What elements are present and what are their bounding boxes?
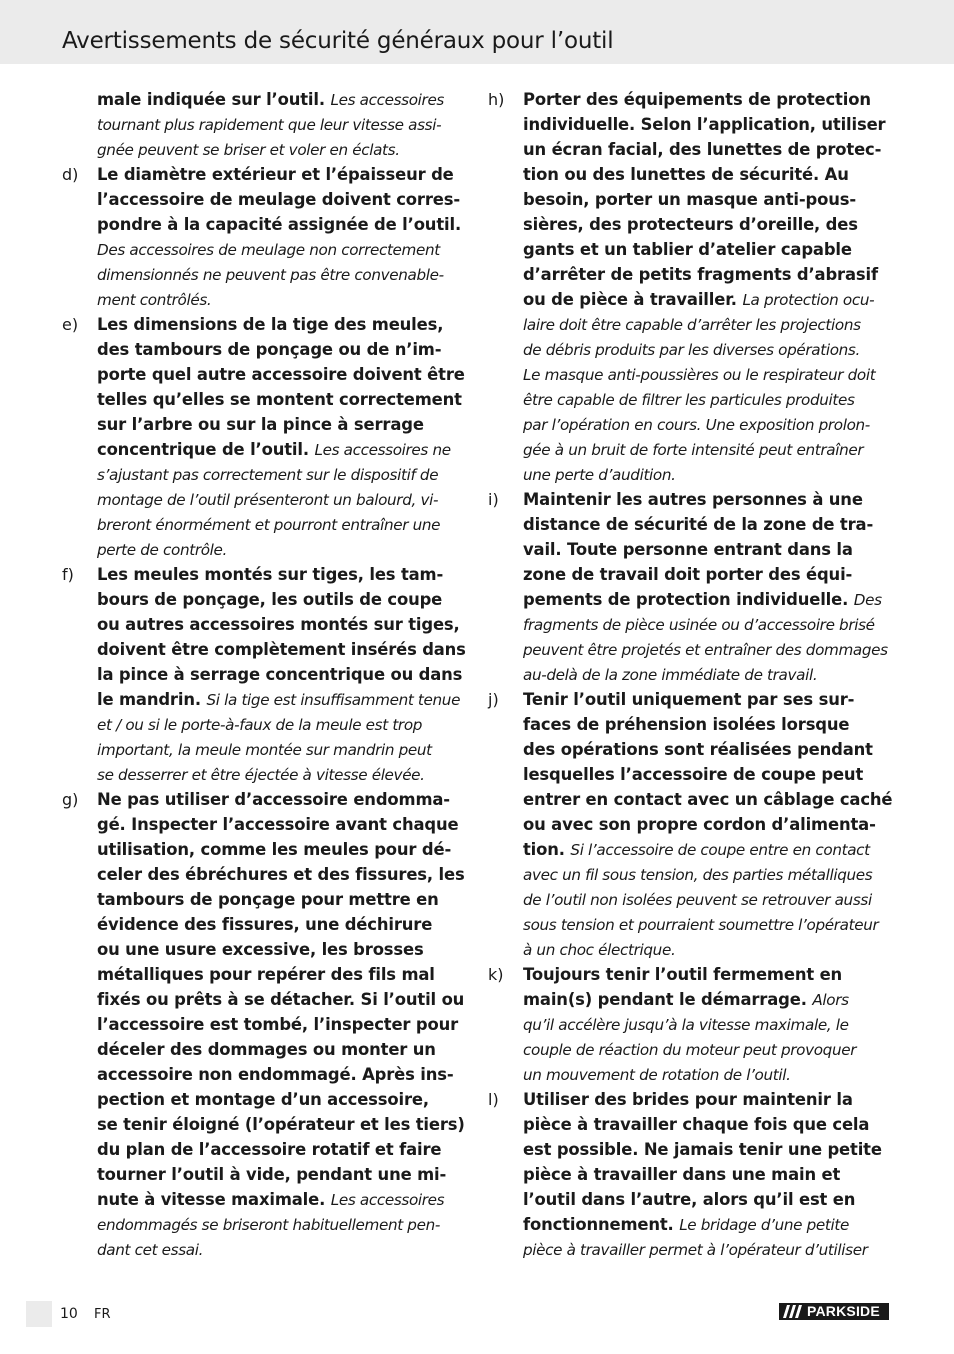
italic-explanation-text: Si la tige est insuffisamment tenue	[206, 691, 461, 709]
italic-explanation-text: important, la meule montée sur mandrin peut	[97, 741, 432, 759]
bold-instruction-text: Les meules montés sur tiges, les tam-	[97, 565, 444, 584]
list-marker: d)	[62, 165, 79, 184]
text-line	[97, 187, 466, 212]
text-line	[97, 387, 466, 412]
text-line	[523, 387, 894, 412]
bold-instruction-text: tourner l’outil à vide, pendant une mi-	[97, 1165, 447, 1184]
italic-explanation-text: La protection ocu-	[742, 291, 875, 309]
text-line	[97, 787, 466, 812]
text-line	[523, 937, 894, 962]
bold-instruction-text: vail. Toute personne entrant dans la	[523, 540, 853, 559]
list-item	[62, 162, 466, 312]
italic-explanation-text: breront énormément et pourront entraîner une	[97, 516, 441, 534]
text-line	[523, 1237, 894, 1262]
bold-instruction-text: ou une usure excessive, les brosses	[97, 940, 424, 959]
text-line	[97, 662, 466, 687]
list-marker: h)	[488, 90, 505, 109]
bold-instruction-text: Tenir l’outil uniquement par ses sur-	[523, 690, 855, 709]
list-item	[488, 1087, 894, 1262]
text-line	[97, 237, 466, 262]
bold-instruction-text: Maintenir les autres personnes à une	[523, 490, 863, 509]
bold-instruction-text: bours de ponçage, les outils de coupe	[97, 590, 443, 609]
bold-instruction-text: doivent être complètement insérés dans	[97, 640, 466, 659]
text-line	[523, 262, 894, 287]
text-line	[97, 137, 466, 162]
bold-instruction-text: concentrique de l’outil.	[97, 440, 315, 459]
bold-instruction-text: pièce à travailler chaque fois que cela	[523, 1115, 870, 1134]
text-line	[523, 187, 894, 212]
text-line	[97, 162, 466, 187]
text-line	[523, 1212, 894, 1237]
logo-text: PARKSIDE	[807, 1303, 880, 1319]
page-title: Avertissements de sécurité généraux pour l’outil	[62, 28, 614, 54]
text-line	[523, 287, 894, 312]
text-line	[97, 562, 466, 587]
text-line	[97, 1137, 466, 1162]
right-column	[488, 87, 894, 1262]
text-line	[97, 962, 466, 987]
italic-explanation-text: pièce à travailler permet à l’opérateur d’utiliser	[523, 1241, 868, 1259]
italic-explanation-text: avec un fil sous tension, des parties métalliques	[523, 866, 873, 884]
italic-explanation-text: Alors	[812, 991, 849, 1009]
bold-instruction-text: telles qu’elles se montent correctement	[97, 390, 462, 409]
text-line	[97, 837, 466, 862]
text-line	[97, 712, 466, 737]
text-line	[97, 737, 466, 762]
text-line	[523, 862, 894, 887]
italic-explanation-text: fragments de pièce usinée ou d’accessoire brisé	[523, 616, 875, 634]
italic-explanation-text: Le bridage d’une petite	[679, 1216, 849, 1234]
text-line	[97, 1212, 466, 1237]
text-line	[97, 87, 466, 112]
bold-instruction-text: Porter des équipements de protection	[523, 90, 871, 109]
italic-explanation-text: qu’il accélère jusqu’à la vitesse maximale, le	[523, 1016, 849, 1034]
bold-instruction-text: le mandrin.	[97, 690, 207, 709]
italic-explanation-text: sous tension et pourraient soumettre l’opérateur	[523, 916, 879, 934]
text-line	[97, 1237, 466, 1262]
bold-instruction-text: pection et montage d’un accessoire,	[97, 1090, 429, 1109]
italic-explanation-text: une perte d’audition.	[523, 466, 676, 484]
list-marker: l)	[488, 1090, 499, 1109]
italic-explanation-text: par l’opération en cours. Une exposition prolon-	[523, 416, 870, 434]
italic-explanation-text: laire doit être capable d’arrêter les projections	[523, 316, 861, 334]
italic-explanation-text: gée à un bruit de forte intensité peut entraîner	[523, 441, 864, 459]
list-marker: k)	[488, 965, 504, 984]
text-line	[523, 587, 894, 612]
text-line	[97, 512, 466, 537]
text-line	[523, 1087, 894, 1112]
italic-explanation-text: Si l’accessoire de coupe entre en contact	[570, 841, 870, 859]
text-line	[97, 587, 466, 612]
bold-instruction-text: lesquelles l’accessoire de coupe peut	[523, 765, 864, 784]
text-line	[523, 462, 894, 487]
italic-explanation-text: Les accessoires	[330, 1191, 445, 1209]
bold-instruction-text: zone de travail doit porter des équi-	[523, 565, 853, 584]
text-line	[523, 637, 894, 662]
italic-explanation-text: et / ou si le porte-à-faux de la meule est trop	[97, 716, 423, 734]
list-marker: e)	[62, 315, 79, 334]
text-line	[523, 712, 894, 737]
text-line	[523, 962, 894, 987]
text-line	[523, 312, 894, 337]
text-line	[97, 1162, 466, 1187]
bold-instruction-text: ou de pièce à travailler.	[523, 290, 743, 309]
italic-explanation-text: Les accessoires ne	[314, 441, 451, 459]
italic-explanation-text: gnée peuvent se briser et voler en éclats.	[97, 141, 400, 159]
text-line	[97, 1187, 466, 1212]
bold-instruction-text: l’accessoire de meulage doivent corres-	[97, 190, 460, 209]
bold-instruction-text: la pince à serrage concentrique ou dans	[97, 665, 463, 684]
bold-instruction-text: individuelle. Selon l’application, utiliser	[523, 115, 886, 134]
bold-instruction-text: des opérations sont réalisées pendant	[523, 740, 873, 759]
italic-explanation-text: de débris produits par les diverses opérations.	[523, 341, 860, 359]
text-line	[523, 337, 894, 362]
italic-explanation-text: s’ajustant pas correctement sur le dispositif de	[97, 466, 439, 484]
text-line	[523, 1037, 894, 1062]
text-line	[97, 212, 466, 237]
text-line	[523, 1137, 894, 1162]
text-line	[523, 412, 894, 437]
bold-instruction-text: fonctionnement.	[523, 1215, 680, 1234]
bold-instruction-text: nute à vitesse maximale.	[97, 1190, 331, 1209]
text-line	[523, 662, 894, 687]
text-line	[523, 212, 894, 237]
italic-explanation-text: à un choc électrique.	[523, 941, 676, 959]
list-item	[488, 487, 894, 687]
bold-instruction-text: pements de protection individuelle.	[523, 590, 854, 609]
text-line	[523, 887, 894, 912]
text-line	[523, 162, 894, 187]
italic-explanation-text: Le masque anti-poussières ou le respirateur doit	[523, 366, 876, 384]
text-line	[97, 337, 466, 362]
text-line	[97, 262, 466, 287]
text-line	[523, 837, 894, 862]
text-line	[523, 512, 894, 537]
bold-instruction-text: Le diamètre extérieur et l’épaisseur de	[97, 165, 454, 184]
italic-explanation-text: se desserrer et être éjectée à vitesse élevée.	[97, 766, 425, 784]
italic-explanation-text: Des accessoires de meulage non correctement	[97, 241, 440, 259]
text-line	[97, 912, 466, 937]
text-line	[523, 87, 894, 112]
bold-instruction-text: l’outil dans l’autre, alors qu’il est en	[523, 1190, 856, 1209]
bold-instruction-text: gants et un tablier d’atelier capable	[523, 240, 852, 259]
text-line	[97, 812, 466, 837]
list-item	[488, 87, 894, 487]
text-line	[97, 687, 466, 712]
text-line	[97, 1037, 466, 1062]
text-line	[97, 612, 466, 637]
bold-instruction-text: faces de préhension isolées lorsque	[523, 715, 850, 734]
bold-instruction-text: un écran facial, des lunettes de protec-	[523, 140, 882, 159]
text-line	[97, 487, 466, 512]
bold-instruction-text: celer des ébréchures et des fissures, les	[97, 865, 465, 884]
text-line	[523, 362, 894, 387]
text-line	[523, 737, 894, 762]
bold-instruction-text: du plan de l’accessoire rotatif et faire	[97, 1140, 442, 1159]
text-line	[523, 437, 894, 462]
text-line	[97, 762, 466, 787]
bold-instruction-text: tion.	[523, 840, 571, 859]
bold-instruction-text: fixés ou prêts à se détacher. Si l’outil ou	[97, 990, 465, 1009]
italic-explanation-text: couple de réaction du moteur peut provoquer	[523, 1041, 857, 1059]
bold-instruction-text: pondre à la capacité assignée de l’outil.	[97, 215, 462, 234]
text-line	[97, 412, 466, 437]
list-item	[488, 962, 894, 1087]
language-code: FR	[94, 1307, 111, 1322]
text-line	[97, 1062, 466, 1087]
bold-instruction-text: entrer en contact avec un câblage caché	[523, 790, 893, 809]
text-line	[97, 862, 466, 887]
bold-instruction-text: besoin, porter un masque anti-pous-	[523, 190, 857, 209]
text-line	[97, 637, 465, 662]
bold-instruction-text: ou autres accessoires montés sur tiges,	[97, 615, 460, 634]
italic-explanation-text: ment contrôlés.	[97, 291, 212, 309]
list-marker: g)	[62, 790, 79, 809]
text-line	[97, 1012, 466, 1037]
text-line	[523, 987, 894, 1012]
text-line	[97, 987, 466, 1012]
text-line	[523, 137, 894, 162]
bold-instruction-text: main(s) pendant le démarrage.	[523, 990, 813, 1009]
text-line	[523, 787, 894, 812]
italic-explanation-text: au-delà de la zone immédiate de travail.	[523, 666, 818, 684]
text-line	[523, 612, 894, 637]
bold-instruction-text: l’accessoire est tombé, l’inspecter pour	[97, 1015, 459, 1034]
bold-instruction-text: tion ou des lunettes de sécurité. Au	[523, 165, 849, 184]
bold-instruction-text: sur l’arbre ou sur la pince à serrage	[97, 415, 424, 434]
bold-instruction-text: Utiliser des brides pour maintenir la	[523, 1090, 853, 1109]
list-marker: i)	[488, 490, 499, 509]
text-line	[523, 237, 894, 262]
text-line	[97, 887, 466, 912]
bold-instruction-text: évidence des fissures, une déchirure	[97, 915, 433, 934]
list-item	[62, 562, 466, 787]
bold-instruction-text: tambours de ponçage pour mettre en	[97, 890, 439, 909]
bold-instruction-text: porte quel autre accessoire doivent être	[97, 365, 465, 384]
text-line	[523, 812, 894, 837]
text-line	[97, 287, 466, 312]
text-line	[97, 462, 466, 487]
italic-explanation-text: Les accessoires	[330, 91, 444, 109]
bold-instruction-text: ou avec son propre cordon d’alimenta-	[523, 815, 876, 834]
bold-instruction-text: des tambours de ponçage ou de n’im-	[97, 340, 442, 359]
bold-instruction-text: utilisation, comme les meules pour dé-	[97, 840, 452, 859]
bold-instruction-text: se tenir éloigné (l’opérateur et les tiers)	[97, 1115, 465, 1134]
italic-explanation-text: peuvent être projetés et entraîner des dommages	[523, 641, 888, 659]
bold-instruction-text: Ne pas utiliser d’accessoire endomma-	[97, 790, 450, 809]
text-line	[523, 487, 894, 512]
page-header	[0, 0, 954, 64]
italic-explanation-text: endommagés se briseront habituellement pen-	[97, 1216, 440, 1234]
bold-instruction-text: Les dimensions de la tige des meules,	[97, 315, 444, 334]
text-line	[97, 112, 466, 137]
list-item	[488, 687, 894, 962]
list-marker: f)	[62, 565, 74, 584]
italic-explanation-text: être capable de filtrer les particules produites	[523, 391, 855, 409]
bold-instruction-text: gé. Inspecter l’accessoire avant chaque	[97, 815, 459, 834]
bold-instruction-text: male indiquée sur l’outil.	[97, 90, 331, 109]
bold-instruction-text: est possible. Ne jamais tenir une petite	[523, 1140, 882, 1159]
italic-explanation-text: dant cet essai.	[97, 1241, 204, 1259]
text-line	[97, 1087, 466, 1112]
text-line	[523, 1162, 894, 1187]
list-marker: j)	[488, 690, 499, 709]
italic-explanation-text: perte de contrôle.	[97, 541, 228, 559]
text-line	[523, 537, 894, 562]
italic-explanation-text: un mouvement de rotation de l’outil.	[523, 1066, 791, 1084]
bold-instruction-text: déceler des dommages ou monter un	[97, 1040, 436, 1059]
italic-explanation-text: de l’outil non isolées peuvent se retrouver aussi	[523, 891, 872, 909]
text-line	[97, 312, 466, 337]
text-line	[523, 1187, 894, 1212]
left-column	[62, 87, 466, 1262]
text-line	[523, 762, 894, 787]
text-line	[97, 362, 466, 387]
italic-explanation-text: montage de l’outil présenteront un balourd, vi-	[97, 491, 439, 509]
text-line	[523, 562, 894, 587]
bold-instruction-text: pièce à travailler dans une main et	[523, 1165, 841, 1184]
italic-explanation-text: Des	[853, 591, 882, 609]
text-line	[523, 1062, 894, 1087]
list-item	[62, 787, 466, 1262]
italic-explanation-text: tournant plus rapidement que leur vitesse assi-	[97, 116, 442, 134]
bold-instruction-text: Toujours tenir l’outil fermement en	[523, 965, 843, 984]
bold-instruction-text: distance de sécurité de la zone de tra-	[523, 515, 874, 534]
bold-instruction-text: d’arrêter de petits fragments d’abrasif	[523, 265, 878, 284]
text-line	[97, 937, 466, 962]
text-line	[523, 1112, 894, 1137]
bold-instruction-text: sières, des protecteurs d’oreille, des	[523, 215, 858, 234]
bold-instruction-text: accessoire non endommagé. Après ins-	[97, 1065, 454, 1084]
continued-paragraph	[62, 87, 466, 162]
text-line	[97, 537, 466, 562]
text-line	[97, 1112, 466, 1137]
text-line	[523, 687, 894, 712]
bold-instruction-text: métalliques pour repérer des fils mal	[97, 965, 435, 984]
parkside-logo	[779, 1303, 889, 1320]
text-line	[523, 112, 894, 137]
text-line	[97, 437, 466, 462]
list-item	[62, 312, 466, 562]
italic-explanation-text: dimensionnés ne peuvent pas être convenable-	[97, 266, 444, 284]
page-number: 10	[60, 1306, 78, 1322]
logo-slashes-icon	[783, 1305, 803, 1318]
text-line	[523, 912, 894, 937]
text-line	[523, 1012, 894, 1037]
footer-marker-box	[26, 1301, 52, 1327]
